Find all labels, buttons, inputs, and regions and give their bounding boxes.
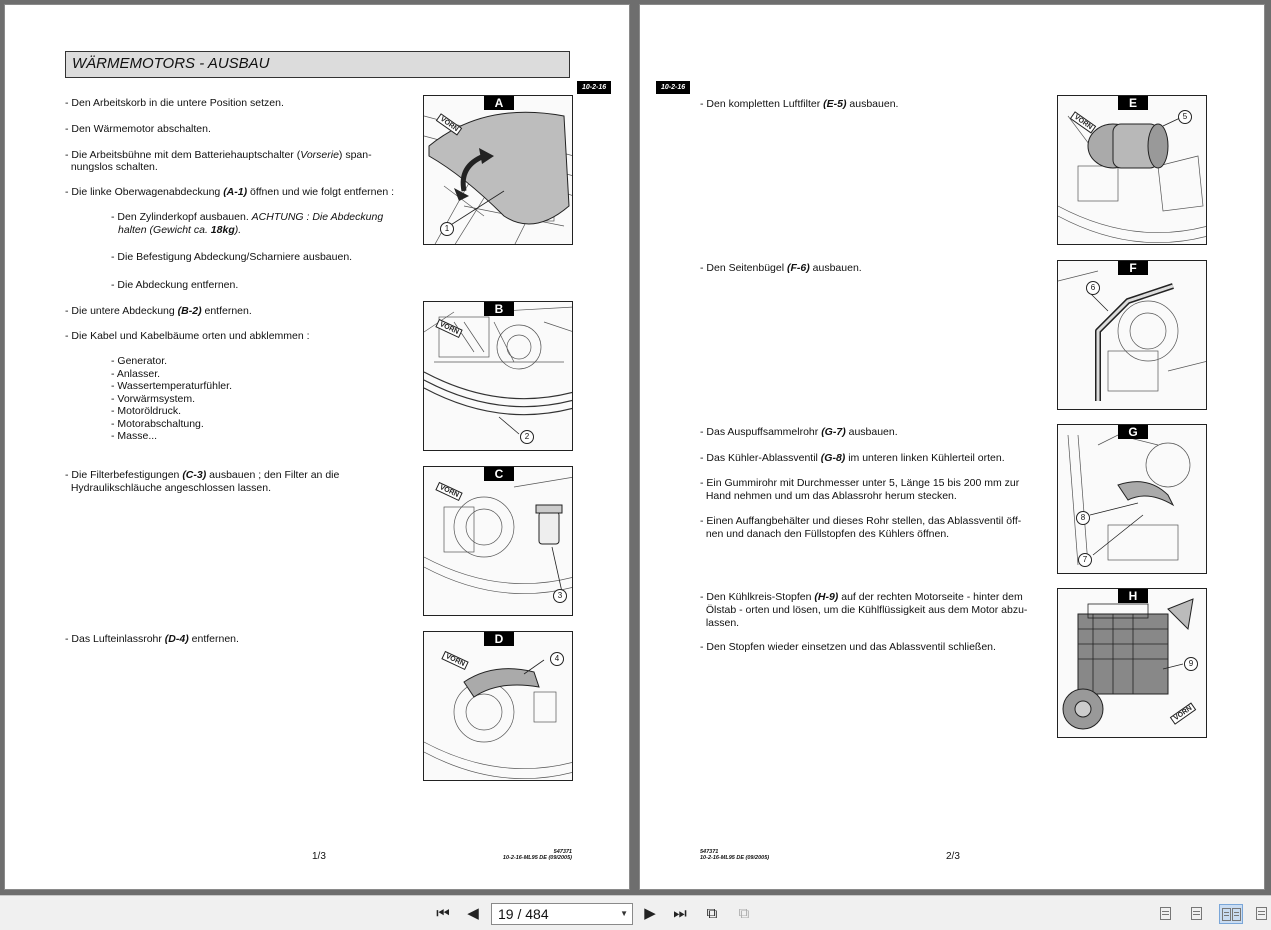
page-number-select[interactable] [491, 903, 633, 925]
step-text: - Die Kabel und Kabelbäume orten und abklemmen : [65, 330, 310, 342]
page-number: 1/3 [312, 851, 326, 862]
figure-letter: B [484, 302, 514, 316]
single-page-view-icon[interactable] [1157, 904, 1175, 924]
previous-view-icon[interactable]: ⧉ [706, 905, 718, 922]
substep-text: - Die Befestigung Abdeckung/Scharniere ausbauen. [111, 251, 353, 263]
figure-letter: G [1118, 425, 1148, 439]
vorn-arrow-label: VORN [435, 319, 463, 338]
first-page-icon[interactable]: ⏮ [436, 905, 450, 922]
step-text: - Die linke Oberwagenabdeckung (A-1) öffnen und wie folgt entfernen : [65, 186, 395, 198]
page-number: 2/3 [946, 851, 960, 862]
vorn-arrow-label: VORN [441, 651, 469, 670]
step-text: - Den Wärmemotor abschalten. [65, 123, 211, 135]
step-text: - Den Stopfen wieder einsetzen und das Ablassventil schließen. [700, 641, 996, 653]
step-text: - Ein Gummirohr mit Durchmesser unter 5, Länge 15 bis 200 mm zur [700, 477, 1020, 489]
step-text: - Den Kühlkreis-Stopfen (H-9) auf der rechten Motorseite - hinter dem [700, 591, 1023, 603]
step-text: nen und danach den Füllstopfen des Kühlers öffnen. [700, 528, 950, 540]
figure-a-engine-cover [423, 95, 573, 245]
section-ref-tag: 10-2-16 [656, 81, 690, 94]
list-item: - Generator. [111, 355, 168, 367]
figure-letter: D [484, 632, 514, 646]
figure-letter: A [484, 96, 514, 110]
viewer-toolbar [0, 895, 1271, 930]
callout-marker: 4 [550, 652, 564, 666]
figure-b-lower-cover [423, 301, 573, 451]
list-item: - Anlasser. [111, 367, 161, 380]
callout-marker: 9 [1184, 657, 1198, 671]
step-text: Hydraulikschläuche angeschlossen lassen. [65, 482, 272, 494]
step-text: - Den kompletten Luftfilter (E-5) ausbauen. [700, 98, 899, 110]
continuous-facing-view-icon[interactable] [1253, 904, 1271, 924]
callout-marker: 5 [1178, 110, 1192, 124]
list-item: - Motoröldruck. [111, 405, 182, 417]
figure-letter: H [1118, 589, 1148, 603]
vorn-arrow-label: VORN [1170, 702, 1197, 724]
vorn-arrow-label: VORN [435, 482, 463, 501]
figure-f-side-bracket [1057, 260, 1207, 410]
step-text: - Den Arbeitskorb in die untere Position setzen. [65, 97, 284, 109]
callout-marker: 6 [1086, 281, 1100, 295]
next-view-icon[interactable]: ⧉ [738, 905, 750, 922]
figure-d-air-inlet [423, 631, 573, 781]
substep-text: halten (Gewicht ca. 18kg). [118, 224, 242, 236]
step-text: lassen. [700, 617, 740, 629]
last-page-icon[interactable]: ⏭ [673, 905, 687, 922]
step-text: - Das Auspuffsammelrohr (G-7) ausbauen. [700, 426, 898, 438]
list-item: - Motorabschaltung. [111, 417, 204, 430]
callout-marker: 1 [440, 222, 454, 236]
step-text: - Das Kühler-Ablassventil (G-8) im unteren linken Kühlerteil orten. [700, 452, 1005, 464]
step-text: - Einen Auffangbehälter und dieses Rohr stellen, das Ablassventil öff- [700, 515, 1022, 527]
step-text: - Die Arbeitsbühne mit dem Batteriehauptschalter (Vorserie) span- [65, 149, 372, 161]
substep-text: - Die Abdeckung entfernen. [111, 279, 239, 291]
page-indicator: 19 / 484 [498, 906, 549, 922]
step-text: - Den Seitenbügel (F-6) ausbauen. [700, 262, 862, 274]
vorn-arrow-label: VORN [1070, 111, 1097, 133]
continuous-view-icon[interactable] [1188, 904, 1206, 924]
page-right [639, 4, 1265, 890]
section-ref-tag: 10-2-16 [577, 81, 611, 94]
list-item: - Masse... [111, 430, 158, 442]
step-text: Hand nehmen und um das Ablassrohr herum stecken. [700, 490, 957, 502]
figure-letter: E [1118, 96, 1148, 110]
previous-page-icon[interactable]: ◀ [467, 905, 479, 922]
document-reference: 547371 10-2-16-ML95 DE (09/2005) [502, 849, 572, 861]
callout-marker: 7 [1078, 553, 1092, 567]
callout-marker: 3 [553, 589, 567, 603]
step-text: - Die Filterbefestigungen (C-3) ausbauen ; den Filter an die [65, 469, 340, 481]
facing-view-icon[interactable] [1219, 904, 1243, 924]
list-item: - Vorwärmsystem. [111, 392, 196, 405]
step-text: Ölstab - orten und lösen, um die Kühlflüssigkeit aus dem Motor abzu- [700, 604, 1028, 616]
callout-marker: 8 [1076, 511, 1090, 525]
step-text: nungslos schalten. [65, 161, 158, 173]
figure-letter: C [484, 467, 514, 481]
figure-e-air-filter [1057, 95, 1207, 245]
page-left [4, 4, 630, 890]
callout-marker: 2 [520, 430, 534, 444]
next-page-icon[interactable]: ▶ [644, 905, 656, 922]
figure-c-filter [423, 466, 573, 616]
chevron-down-icon: ▼ [620, 909, 628, 918]
step-text: - Die untere Abdeckung (B-2) entfernen. [65, 305, 252, 317]
figure-g-exhaust-radiator [1057, 424, 1207, 574]
document-reference: 547371 10-2-16-ML95 DE (09/2005) [700, 849, 770, 861]
substep-text: - Den Zylinderkopf ausbauen. ACHTUNG : Die Abdeckung [111, 211, 384, 223]
figure-letter: F [1118, 261, 1148, 275]
vorn-arrow-label: VORN [436, 113, 463, 135]
figure-h-engine-plug [1057, 588, 1207, 738]
step-text: - Das Lufteinlassrohr (D-4) entfernen. [65, 633, 239, 645]
page-title: WÄRMEMOTORS - AUSBAU [65, 51, 570, 78]
list-item: - Wassertemperaturfühler. [111, 380, 232, 392]
